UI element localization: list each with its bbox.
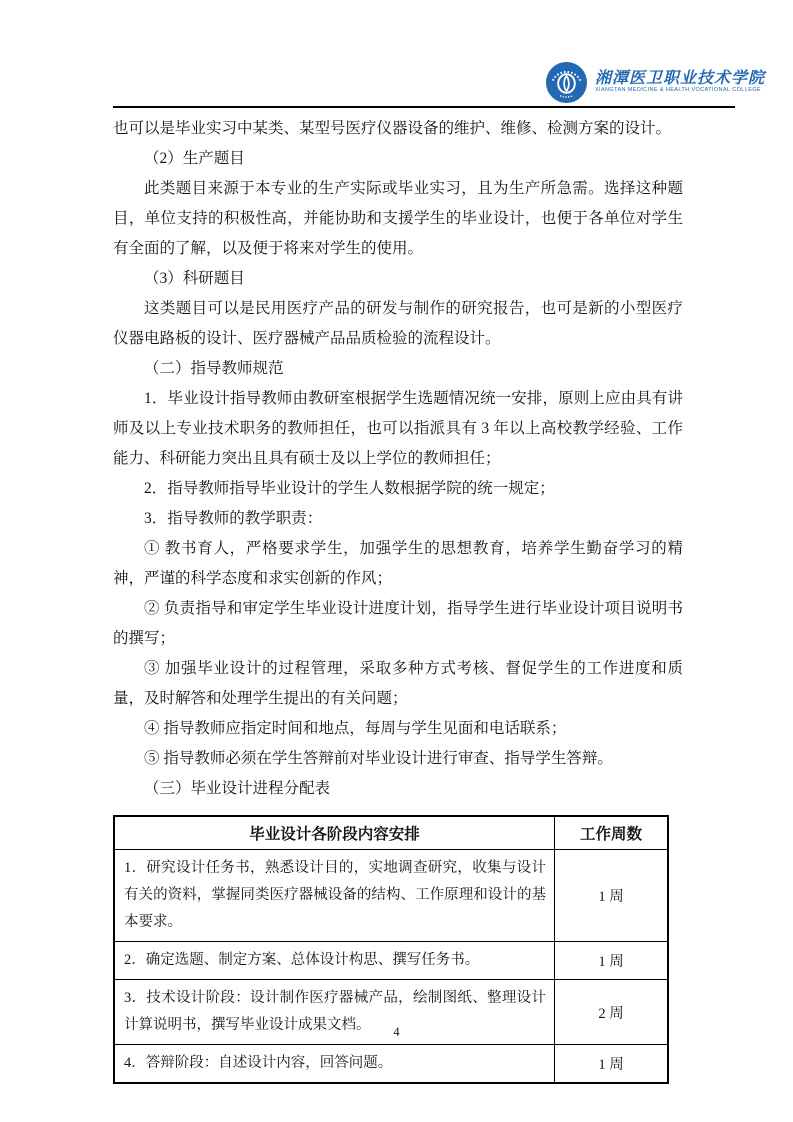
document-content	[113, 114, 683, 1084]
progress-table-body	[114, 850, 668, 1084]
paragraph: ⑤ 指导教师必须在学生答辩前对毕业设计进行审查、指导学生答辩。	[144, 750, 613, 767]
stage-content-cell: 3．技术设计阶段：设计制作医疗器械产品，绘制图纸、整理设计计算说明书，撰写毕业设计成果文档。	[114, 980, 555, 1045]
table-header-row	[114, 816, 668, 850]
stage-content-cell: 4．答辩阶段：自述设计内容，回答问题。	[114, 1045, 555, 1084]
paragraph: （3）科研题目	[144, 270, 245, 287]
paragraph: ② 负责指导和审定学生毕业设计进度计划，指导学生进行毕业设计项目说明书的撰写；	[113, 600, 683, 647]
work-weeks-cell: 1 周	[555, 850, 669, 942]
stage-content-cell: 2．确定选题、制定方案、总体设计构思、撰写任务书。	[114, 942, 555, 980]
paragraph: ① 教书育人，严格要求学生，加强学生的思想教育，培养学生勤奋学习的精神，严谨的科学态度和求实创新的作风；	[113, 540, 683, 587]
column-header-work-weeks: 工作周数	[555, 816, 669, 850]
work-weeks-cell: 2 周	[555, 980, 669, 1045]
table-row	[114, 850, 668, 942]
paragraph: 3．指导教师的教学职责：	[144, 510, 323, 527]
header-divider-line	[113, 106, 735, 108]
paragraph: 2．指导教师指导毕业设计的学生人数根据学院的统一规定；	[144, 480, 555, 497]
progress-allocation-table	[113, 815, 669, 1084]
work-weeks-cell: 1 周	[555, 1045, 669, 1084]
paragraph: （2）生产题目	[144, 150, 245, 167]
paragraph: 1．毕业设计指导教师由教研室根据学生选题情况统一安排，原则上应由具有讲师及以上专业技术职务的教师担任，也可以指派具有 3 年以上高校教学经验、工作能力、科研能力突出且具有硕士及以上学位的教师担任；	[113, 390, 683, 467]
college-name-zh: 湘潭医卫职业技术学院	[594, 70, 765, 88]
stage-content-cell: 1．研究设计任务书，熟悉设计目的，实地调查研究，收集与设计有关的资料，掌握同类医疗器械设备的结构、工作原理和设计的基本要求。	[114, 850, 555, 942]
college-name-block	[595, 71, 765, 94]
paragraph: （三）毕业设计进程分配表	[144, 780, 331, 797]
paragraph: 这类题目可以是民用医疗产品的研发与制作的研究报告，也可是新的小型医疗仪器电路板的设计、医疗器械产品品质检验的流程设计。	[113, 300, 683, 347]
paragraph: 此类题目来源于本专业的生产实际或毕业实习，且为生产所急需。选择这种题目，单位支持的积极性高，并能协助和支援学生的毕业设计，也便于各单位对学生有全面的了解，以及便于将来对学生的使用。	[113, 180, 683, 257]
letterhead	[545, 61, 765, 104]
table-row	[114, 942, 668, 980]
college-name-en: XIANGTAN MEDICINE & HEALTH VOCATIONAL COLLEGE	[594, 87, 762, 94]
work-weeks-cell: 1 周	[555, 942, 669, 980]
paragraph: （二）指导教师规范	[144, 360, 284, 377]
page-number: 4	[393, 1025, 400, 1039]
paragraph: ③ 加强毕业设计的过程管理，采取多种方式考核、督促学生的工作进度和质量，及时解答和处理学生提出的有关问题；	[113, 660, 683, 707]
paragraph: 也可以是毕业实习中某类、某型号医疗仪器设备的维护、维修、检测方案的设计。	[113, 120, 672, 137]
table-row	[114, 1045, 668, 1084]
paragraph: ④ 指导教师应指定时间和地点，每周与学生见面和电话联系；	[144, 720, 567, 737]
document-body	[113, 114, 683, 804]
college-emblem-icon	[545, 61, 588, 104]
column-header-stage-content: 毕业设计各阶段内容安排	[114, 816, 555, 850]
